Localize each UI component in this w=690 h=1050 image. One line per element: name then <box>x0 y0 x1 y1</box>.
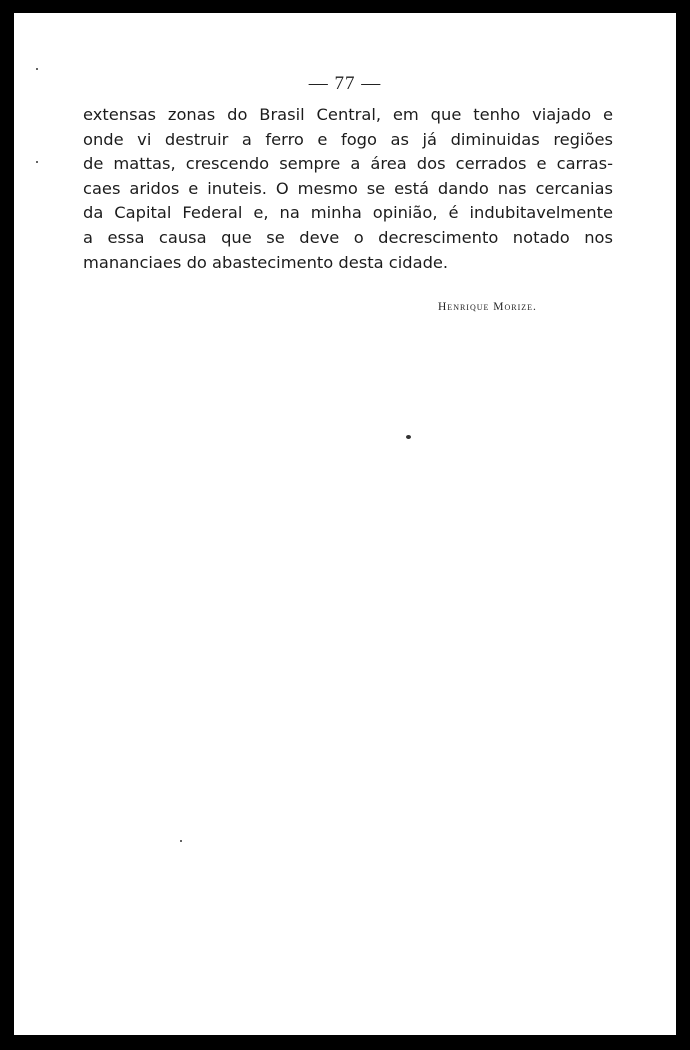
text-line: extensas zonas do Brasil Central, em que tenho viajado e <box>83 105 613 124</box>
scan-speck <box>180 840 182 842</box>
body-paragraph <box>83 103 613 275</box>
text-line: da Capital Federal e, na minha opinião, é indubitavelmente <box>83 203 613 223</box>
text-line: onde vi destruir a ferro e fogo as já diminuidas regiões <box>83 129 613 149</box>
text-line: mananciaes do abastecimento desta cidade. <box>83 252 449 272</box>
text-line: a essa causa que se deve o decrescimento notado nos <box>83 227 613 247</box>
text-line: caes aridos e inuteis. O mesmo se está dando nas cercanias <box>83 178 613 198</box>
text-line: de mattas, crescendo sempre a área dos cerrados e carras- <box>83 154 613 174</box>
page-number: — 77 — <box>308 73 382 94</box>
scan-speck <box>36 161 38 163</box>
author-signature: Henrique Morize. <box>438 301 537 313</box>
scan-speck <box>406 435 411 439</box>
scan-speck <box>36 68 38 70</box>
document-page <box>14 13 676 1035</box>
